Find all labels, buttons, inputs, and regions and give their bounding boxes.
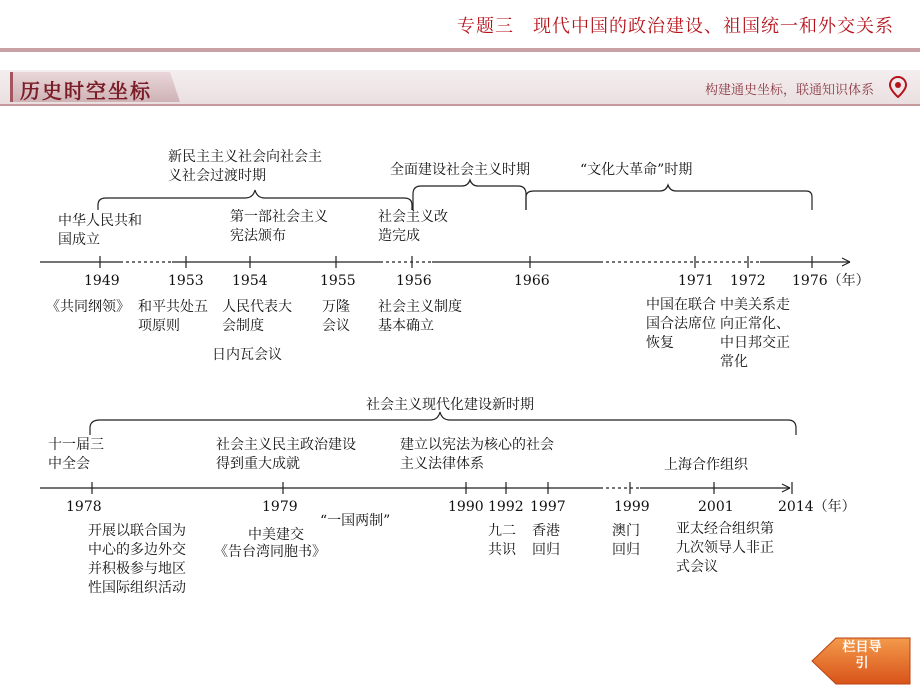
year-1955: 1955 [320,273,356,289]
year-1976: 1976（年） [792,273,870,289]
year-1956: 1956 [396,273,432,289]
event-apec-meeting: 亚太经合组织第九次领导人非正式会议 [676,521,774,575]
event-legal-system: 建立以宪法为核心的社会主义法律体系 [400,437,554,472]
year-1971: 1971 [678,273,714,289]
event-sco: 上海合作组织 [664,457,748,473]
event-hong-kong-return: 香港回归 [532,523,560,558]
event-socialist-transformation: 社会主义改造完成 [378,209,448,244]
year-2014: 2014（年） [778,499,856,515]
event-prc-founded: 中华人民共和国成立 [58,213,142,248]
event-first-constitution: 第一部社会主义宪法颁布 [230,209,328,244]
year-1966: 1966 [514,273,550,289]
event-peoples-congress: 人民代表大会制度 [222,299,292,334]
period-cultural-revolution: “文化大革命”时期 [580,162,693,178]
event-one-country-two-systems: “一国两制” [320,513,391,529]
year-1992: 1992 [488,499,524,515]
event-1992-consensus: 九二共识 [488,523,516,558]
event-un-seat-restored: 中国在联合国合法席位恢复 [646,297,716,351]
period-construction: 全面建设社会主义时期 [390,162,530,178]
period-transition: 新民主主义社会向社会主义社会过渡时期 [168,149,322,184]
year-2001: 2001 [698,499,734,515]
year-1999: 1999 [614,499,650,515]
banner-subtitle: 构建通史坐标，联通知识体系 [704,83,874,98]
year-1990: 1990 [448,499,484,515]
year-1953: 1953 [168,273,204,289]
brace-transition [98,190,412,210]
brace-cultural-revolution [526,185,812,210]
event-message-to-taiwan: 《告台湾同胞书》 [214,544,326,560]
event-five-principles: 和平共处五项原则 [138,299,208,334]
year-1978: 1978 [66,499,102,515]
event-democratic-politics: 社会主义民主政治建设得到重大成就 [216,437,356,472]
event-bandung-conference: 万隆会议 [322,299,350,334]
brace-reform-era [90,412,796,435]
year-1997: 1997 [530,499,566,515]
event-third-plenum: 十一届三中全会 [48,437,104,472]
event-sino-us-relations: 中美建交 [248,527,304,543]
brace-construction [413,180,526,210]
banner-title: 历史时空坐标 [20,79,152,103]
event-macau-return: 澳门回归 [612,523,640,558]
topic-title: 专题三 现代中国的政治建设、祖国统一和外交关系 [457,16,894,37]
year-1954: 1954 [232,273,268,289]
year-1972: 1972 [730,273,766,289]
period-reform-era: 社会主义现代化建设新时期 [366,397,534,413]
event-common-program: 《共同纲领》 [46,299,130,315]
event-multilateral-diplomacy: 开展以联合国为中心的多边外交并积极参与地区性国际组织活动 [88,523,186,596]
nav-guide-label[interactable]: 栏目导引 [842,640,882,671]
event-sino-us-normalization: 中美关系走向正常化、中日邦交正常化 [720,297,790,370]
event-socialist-system: 社会主义制度基本确立 [378,299,462,334]
year-1949: 1949 [84,273,120,289]
event-geneva-conference: 日内瓦会议 [212,347,282,363]
year-1979: 1979 [262,499,298,515]
